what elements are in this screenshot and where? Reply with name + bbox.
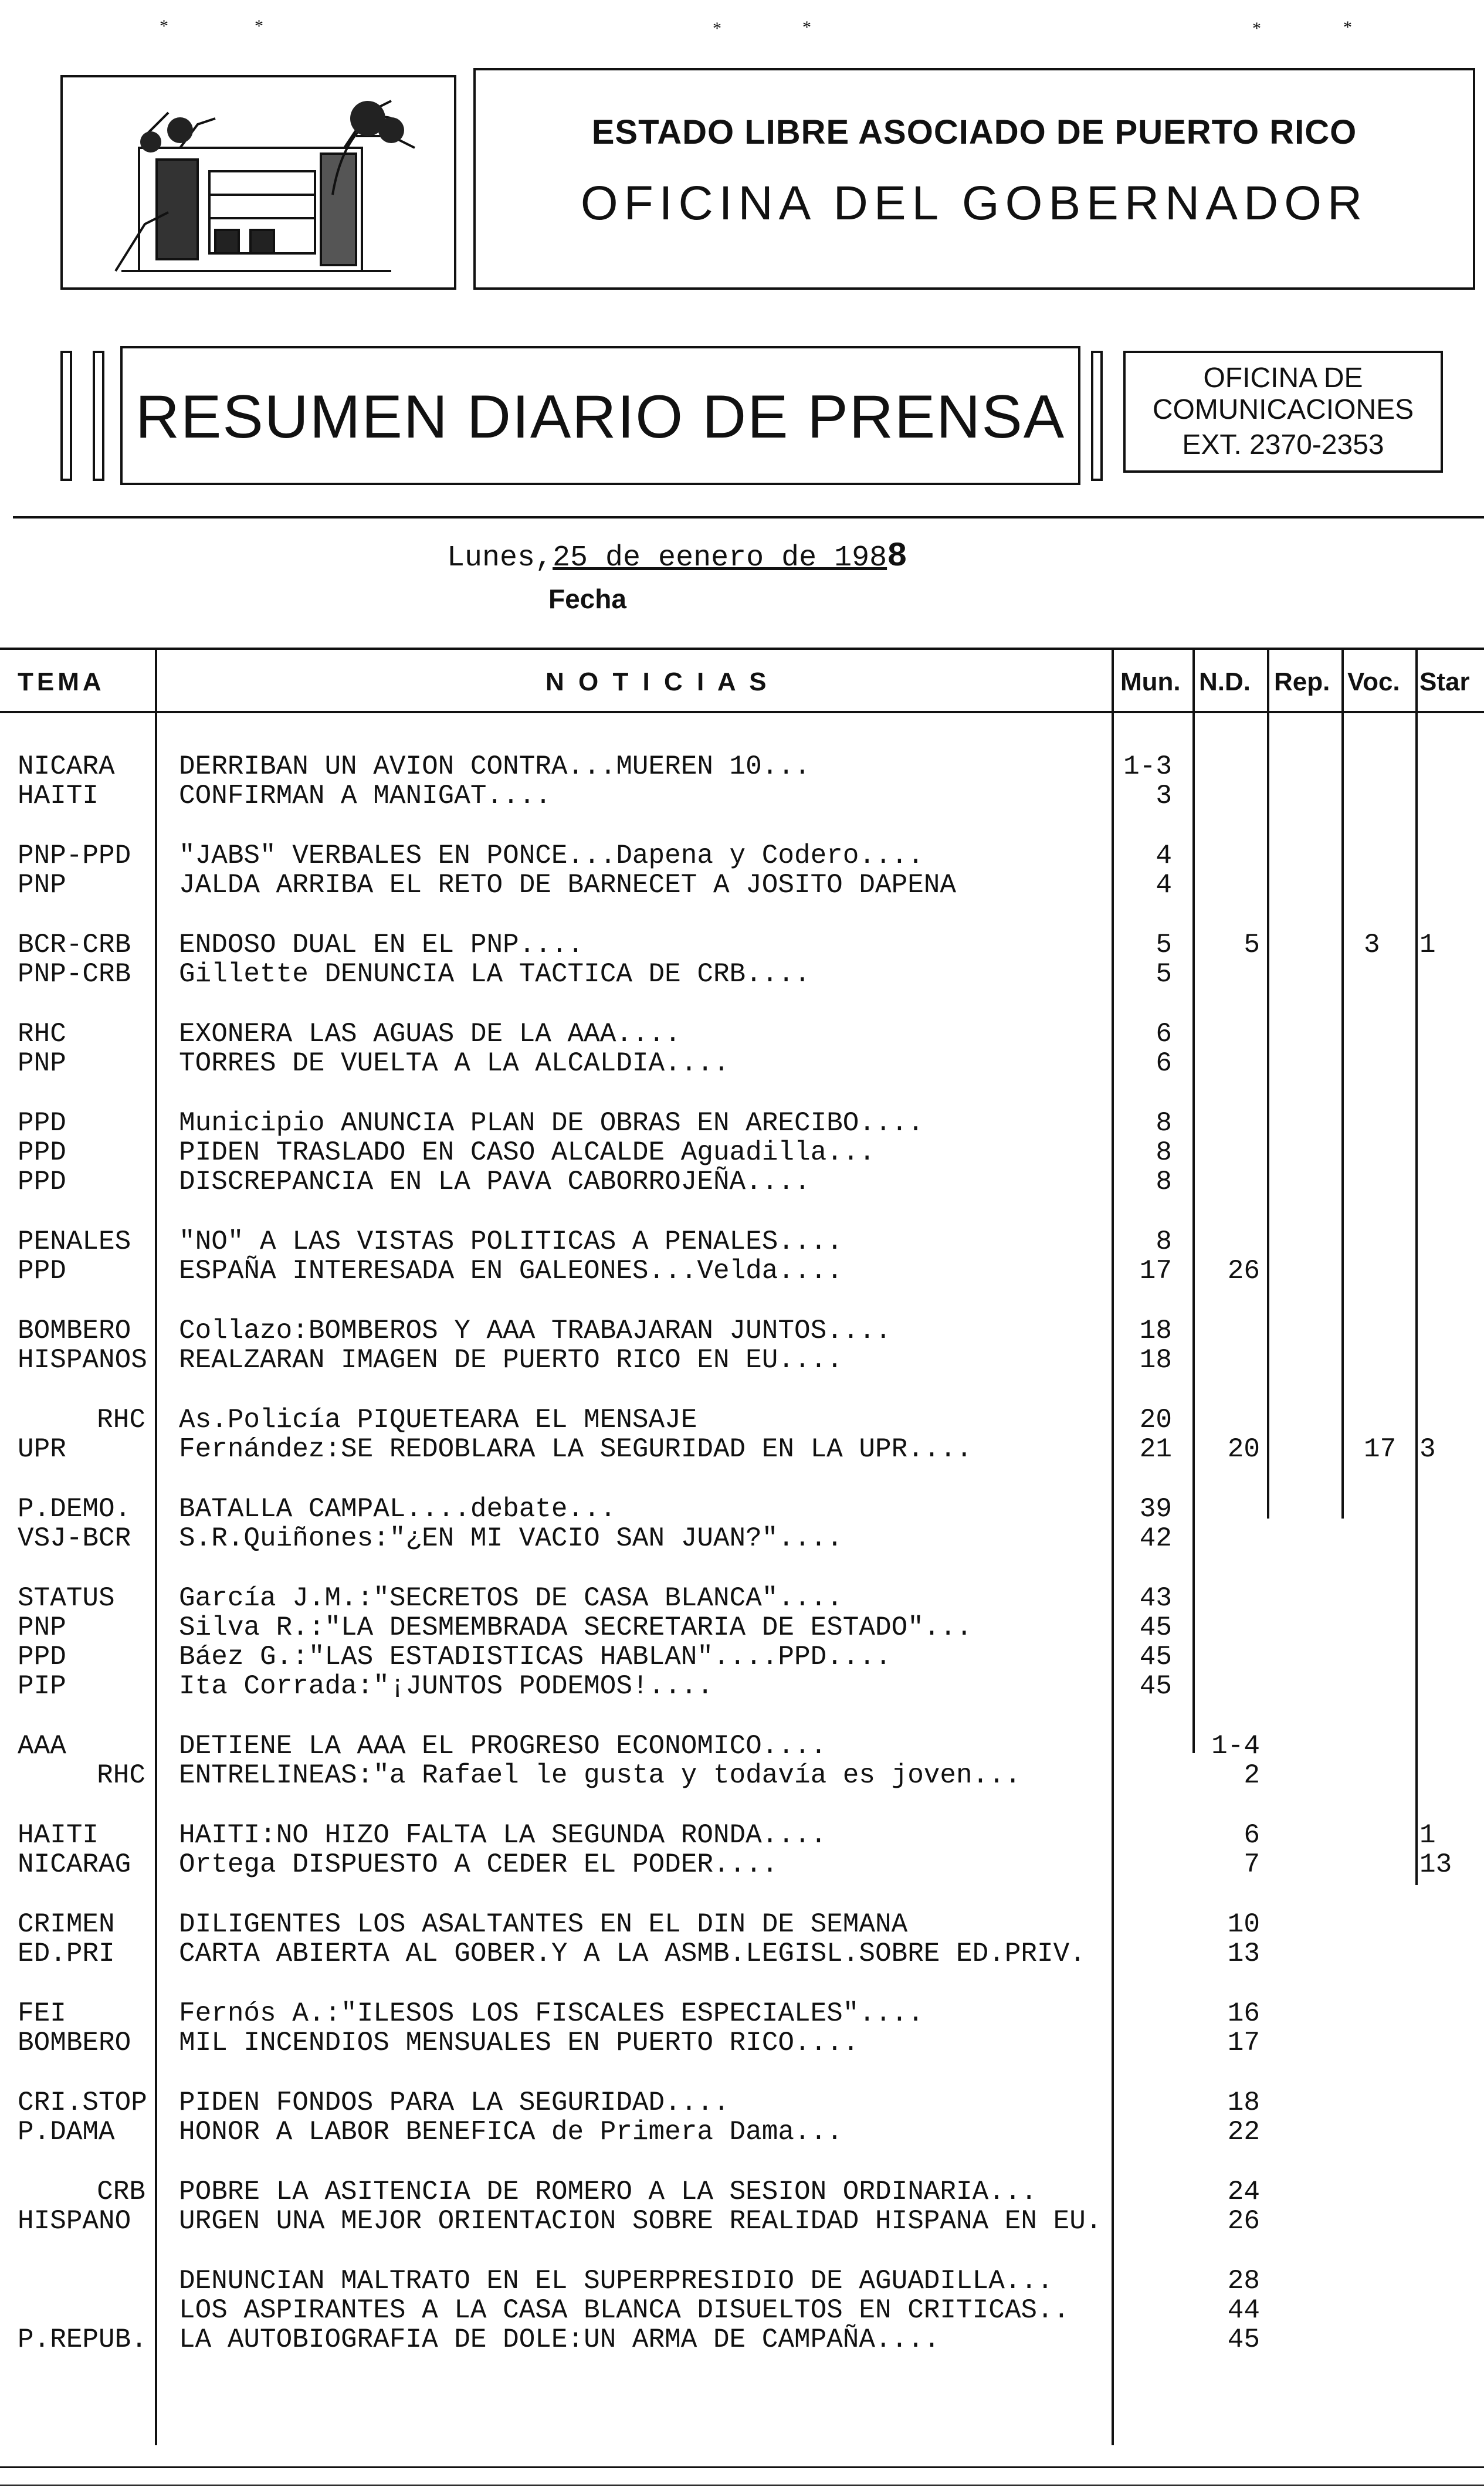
- title-box: [473, 68, 1475, 290]
- row-noticia: LA AUTOBIOGRAFIA DE DOLE:UN ARMA DE CAMPAÑA....: [179, 2324, 940, 2355]
- col-divider-star: [1415, 648, 1418, 1885]
- row-star: 1: [1419, 930, 1436, 960]
- row-mun: 20: [1139, 1405, 1172, 1435]
- row-tema: PNP-CRB: [18, 959, 131, 989]
- row-nd: 22: [1227, 2117, 1260, 2147]
- row-noticia: EXONERA LAS AGUAS DE LA AAA....: [179, 1019, 681, 1049]
- row-noticia: REALZARAN IMAGEN DE PUERTO RICO EN EU....: [179, 1345, 843, 1375]
- row-tema: VSJ-BCR: [18, 1523, 131, 1554]
- row-tema: PNP: [18, 1048, 66, 1079]
- row-tema: CRI.STOP: [18, 2087, 147, 2118]
- row-nd: 20: [1227, 1434, 1260, 1465]
- row-noticia: CONFIRMAN A MANIGAT....: [179, 781, 551, 811]
- communications-box: [1123, 351, 1443, 473]
- row-nd: 13: [1227, 1938, 1260, 1969]
- row-tema: PNP-PPD: [18, 840, 131, 871]
- row-nd: 26: [1227, 1256, 1260, 1286]
- row-noticia: "NO" A LAS VISTAS POLITICAS A PENALES....: [179, 1226, 843, 1257]
- row-mun: 45: [1139, 1671, 1172, 1702]
- extension: EXT. 2370-2353: [1182, 429, 1384, 460]
- row-mun: 5: [1156, 959, 1172, 989]
- col-divider-tema: [155, 648, 157, 2445]
- scan-speck: *: [1252, 19, 1261, 38]
- row-noticia: JALDA ARRIBA EL RETO DE BARNECET A JOSITO DAPENA: [179, 870, 957, 900]
- row-noticia: ENDOSO DUAL EN EL PNP....: [179, 930, 584, 960]
- row-noticia: DERRIBAN UN AVION CONTRA...MUEREN 10...: [179, 751, 811, 782]
- row-tema: HAITI: [18, 781, 99, 811]
- left-bar: [93, 351, 104, 481]
- row-noticia: LOS ASPIRANTES A LA CASA BLANCA DISUELTOS EN CRITICAS..: [179, 2295, 1070, 2326]
- date-value: 25 de eenero de 198: [553, 541, 887, 575]
- row-nd: 18: [1227, 2087, 1260, 2118]
- row-tema: HAITI: [18, 1820, 99, 1851]
- row-mun: 45: [1139, 1612, 1172, 1643]
- col-divider-voc: [1341, 648, 1344, 1519]
- row-noticia: PIDEN TRASLADO EN CASO ALCALDE Aguadilla...: [179, 1137, 875, 1168]
- resumen-title-box: [120, 346, 1080, 485]
- communications-line1: OFICINA DE: [1203, 362, 1363, 394]
- row-mun: 18: [1139, 1345, 1172, 1375]
- date-line: Lunes,25 de eenero de 1988: [447, 538, 907, 576]
- row-tema: P.DEMO.: [18, 1494, 131, 1524]
- row-tema: FEI: [18, 1998, 66, 2029]
- row-noticia: TORRES DE VUELTA A LA ALCALDIA....: [179, 1048, 730, 1079]
- row-noticia: Gillette DENUNCIA LA TACTICA DE CRB....: [179, 959, 811, 989]
- row-tema: BOMBERO: [18, 1316, 131, 1346]
- row-tema: PPD: [18, 1256, 66, 1286]
- row-tema: PPD: [18, 1167, 66, 1197]
- row-tema: NICARA: [18, 751, 115, 782]
- row-noticia: URGEN UNA MEJOR ORIENTACION SOBRE REALIDAD HISPANA EN EU.: [179, 2206, 1102, 2236]
- row-mun: 1-3: [1123, 751, 1172, 782]
- row-noticia: Báez G.:"LAS ESTADISTICAS HABLAN"....PPD....: [179, 1642, 892, 1672]
- row-tema: PNP: [18, 870, 66, 900]
- office-name: OFICINA DEL GOBERNADOR: [580, 177, 1368, 230]
- header-nd: N.D.: [1199, 667, 1251, 696]
- row-nd: 28: [1227, 2266, 1260, 2296]
- row-tema: HISPANOS: [18, 1345, 147, 1375]
- row-mun: 8: [1156, 1137, 1172, 1168]
- row-tema: P.DAMA: [18, 2117, 115, 2147]
- row-mun: 6: [1156, 1019, 1172, 1049]
- date-label: Fecha: [548, 584, 626, 614]
- scan-speck: *: [255, 16, 263, 36]
- row-noticia: García J.M.:"SECRETOS DE CASA BLANCA"....: [179, 1583, 843, 1614]
- row-noticia: ENTRELINEAS:"a Rafael le gusta y todavía es joven...: [179, 1760, 1021, 1791]
- col-divider-nd: [1192, 648, 1195, 1753]
- row-noticia: DISCREPANCIA EN LA PAVA CABORROJEÑA....: [179, 1167, 811, 1197]
- row-mun: 42: [1139, 1523, 1172, 1554]
- row-noticia: Ortega DISPUESTO A CEDER EL PODER....: [179, 1849, 778, 1880]
- table-bottom-rule: [0, 2466, 1484, 2468]
- row-noticia: Fernández:SE REDOBLARA LA SEGURIDAD EN LA UPR....: [179, 1434, 973, 1465]
- resumen-title: RESUMEN DIARIO DE PRENSA: [135, 383, 1066, 451]
- scan-speck: *: [802, 18, 811, 37]
- row-nd: 7: [1244, 1849, 1260, 1880]
- row-noticia: Collazo:BOMBEROS Y AAA TRABAJARAN JUNTOS....: [179, 1316, 892, 1346]
- header-noticias: N O T I C I A S: [546, 667, 770, 696]
- row-noticia: DENUNCIAN MALTRATO EN EL SUPERPRESIDIO DE AGUADILLA...: [179, 2266, 1053, 2296]
- row-noticia: Municipio ANUNCIA PLAN DE OBRAS EN ARECIBO....: [179, 1108, 924, 1138]
- row-mun: 45: [1139, 1642, 1172, 1672]
- row-noticia: DILIGENTES LOS ASALTANTES EN EL DIN DE SEMANA: [179, 1909, 908, 1940]
- row-tema: STATUS: [18, 1583, 115, 1614]
- row-noticia: DETIENE LA AAA EL PROGRESO ECONOMICO....: [179, 1731, 827, 1761]
- row-noticia: BATALLA CAMPAL....debate...: [179, 1494, 616, 1524]
- row-mun: 4: [1156, 870, 1172, 900]
- row-mun: 8: [1156, 1108, 1172, 1138]
- row-tema: BOMBERO: [18, 2028, 131, 2058]
- row-voc: 17: [1364, 1434, 1397, 1465]
- row-mun: 6: [1156, 1048, 1172, 1079]
- row-mun: 17: [1139, 1256, 1172, 1286]
- scan-speck: *: [160, 16, 168, 36]
- table-header-rule: [0, 711, 1484, 713]
- header-rep: Rep.: [1274, 667, 1330, 696]
- row-star: 3: [1419, 1434, 1436, 1465]
- row-nd: 10: [1227, 1909, 1260, 1940]
- row-tema: PPD: [18, 1642, 66, 1672]
- row-star: 1: [1419, 1820, 1436, 1851]
- row-mun: 4: [1156, 840, 1172, 871]
- row-mun: 43: [1139, 1583, 1172, 1614]
- row-noticia: "JABS" VERBALES EN PONCE...Dapena y Codero....: [179, 840, 924, 871]
- row-nd: 26: [1227, 2206, 1260, 2236]
- row-mun: 3: [1156, 781, 1172, 811]
- header-tema: TEMA: [18, 667, 105, 696]
- row-tema: UPR: [18, 1434, 66, 1465]
- row-noticia: HAITI:NO HIZO FALTA LA SEGUNDA RONDA....: [179, 1820, 827, 1851]
- row-noticia: MIL INCENDIOS MENSUALES EN PUERTO RICO....: [179, 2028, 859, 2058]
- building-illustration: [63, 77, 454, 287]
- row-tema: AAA: [18, 1731, 66, 1761]
- row-tema: ED.PRI: [18, 1938, 115, 1969]
- communications-line2: COMUNICACIONES: [1152, 394, 1414, 425]
- row-tema: PIP: [18, 1671, 66, 1702]
- row-mun: 18: [1139, 1316, 1172, 1346]
- row-tema: CRIMEN: [18, 1909, 115, 1940]
- row-nd: 6: [1244, 1820, 1260, 1851]
- row-mun: 39: [1139, 1494, 1172, 1524]
- row-noticia: POBRE LA ASITENCIA DE ROMERO A LA SESION ORDINARIA...: [179, 2177, 1038, 2207]
- row-noticia: Ita Corrada:"¡JUNTOS PODEMOS!....: [179, 1671, 713, 1702]
- row-nd: 45: [1227, 2324, 1260, 2355]
- right-bar: [1091, 351, 1103, 481]
- row-voc: 3: [1364, 930, 1380, 960]
- row-tema: PENALES: [18, 1226, 131, 1257]
- row-noticia: ESPAÑA INTERESADA EN GALEONES...Velda....: [179, 1256, 843, 1286]
- weekday: Lunes,: [447, 541, 553, 575]
- table-top-rule: [0, 648, 1484, 650]
- scan-speck: *: [713, 19, 721, 38]
- row-tema: CRB: [97, 2177, 145, 2207]
- row-tema: RHC: [97, 1760, 145, 1791]
- header-voc: Voc.: [1347, 667, 1400, 696]
- row-tema: NICARAG: [18, 1849, 131, 1880]
- row-mun: 8: [1156, 1226, 1172, 1257]
- row-nd: 16: [1227, 1998, 1260, 2029]
- row-mun: 8: [1156, 1167, 1172, 1197]
- state-name: ESTADO LIBRE ASOCIADO DE PUERTO RICO: [591, 113, 1357, 151]
- row-tema: RHC: [97, 1405, 145, 1435]
- row-tema: BCR-CRB: [18, 930, 131, 960]
- col-divider-mun: [1112, 648, 1114, 2445]
- row-nd: 17: [1227, 2028, 1260, 2058]
- row-nd: 5: [1244, 930, 1260, 960]
- separator-line: [13, 516, 1484, 518]
- bottom-edge-line: [0, 2485, 1484, 2486]
- header-mun: Mun.: [1120, 667, 1181, 696]
- row-star: 13: [1419, 1849, 1452, 1880]
- row-tema: HISPANO: [18, 2206, 131, 2236]
- row-tema: PNP: [18, 1612, 66, 1643]
- row-nd: 1-4: [1211, 1731, 1260, 1761]
- row-noticia: S.R.Quiñones:"¿EN MI VACIO SAN JUAN?"....: [179, 1523, 843, 1554]
- row-nd: 24: [1227, 2177, 1260, 2207]
- row-noticia: CARTA ABIERTA AL GOBER.Y A LA ASMB.LEGISL.SOBRE ED.PRIV.: [179, 1938, 1086, 1969]
- row-nd: 44: [1227, 2295, 1260, 2326]
- row-noticia: HONOR A LABOR BENEFICA de Primera Dama...: [179, 2117, 843, 2147]
- left-bar: [60, 351, 72, 481]
- row-noticia: PIDEN FONDOS PARA LA SEGURIDAD....: [179, 2087, 730, 2118]
- row-noticia: As.Policía PIQUETEARA EL MENSAJE: [179, 1405, 697, 1435]
- header-star: Star: [1419, 667, 1470, 696]
- row-tema: RHC: [18, 1019, 66, 1049]
- row-nd: 2: [1244, 1760, 1260, 1791]
- row-tema: PPD: [18, 1137, 66, 1168]
- row-mun: 5: [1156, 930, 1172, 960]
- scan-speck: *: [1343, 18, 1352, 37]
- col-divider-rep: [1267, 648, 1269, 1519]
- row-tema: PPD: [18, 1108, 66, 1138]
- governor-office-logo: [60, 75, 456, 290]
- row-noticia: Fernós A.:"ILESOS LOS FISCALES ESPECIALES"....: [179, 1998, 924, 2029]
- row-tema: P.REPUB.: [18, 2324, 147, 2355]
- row-noticia: Silva R.:"LA DESMEMBRADA SECRETARIA DE ESTADO"...: [179, 1612, 973, 1643]
- row-mun: 21: [1139, 1434, 1172, 1465]
